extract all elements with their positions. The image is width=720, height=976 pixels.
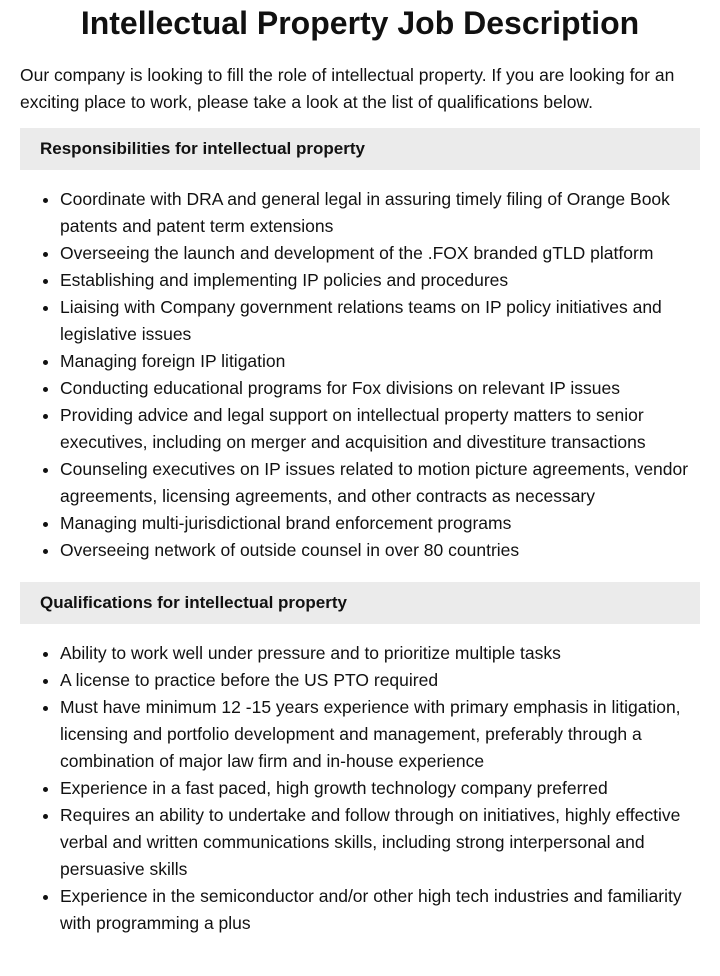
list-item: • Managing multi-jurisdictional brand enforcement programs (60, 510, 700, 537)
list-item: • Liaising with Company government relations teams on IP policy initiatives and legislative issues (60, 294, 700, 348)
list-item: • Overseeing the launch and development of the .FOX branded gTLD platform (60, 240, 700, 267)
list-item: • Counseling executives on IP issues related to motion picture agreements, vendor agreements, licensing agreements, and other contracts as necessary (60, 456, 700, 510)
qualifications-list (20, 640, 700, 937)
list-item: • Experience in the semiconductor and/or other high tech industries and familiarity with programming a plus (60, 883, 700, 937)
section-heading: Responsibilities for intellectual property (20, 128, 700, 170)
list-item: • A license to practice before the US PTO required (60, 667, 700, 694)
list-item: • Overseeing network of outside counsel in over 80 countries (60, 537, 700, 564)
list-item: • Coordinate with DRA and general legal in assuring timely filing of Orange Book patents and patent term extensions (60, 186, 700, 240)
list-item: • Ability to work well under pressure and to prioritize multiple tasks (60, 640, 700, 667)
list-item: • Establishing and implementing IP policies and procedures (60, 267, 700, 294)
page-title: Intellectual Property Job Description (80, 5, 640, 41)
intro-text: Our company is looking to fill the role of intellectual property. If you are looking for an exciting place to work, please take a look at the list of qualifications below. (20, 65, 675, 112)
list-item: • Providing advice and legal support on intellectual property matters to senior executives, including on merger and acquisition and divestiture transactions (60, 402, 700, 456)
list-item: • Requires an ability to undertake and follow through on initiatives, highly effective verbal and written communications skills, including strong interpersonal and persuasive skills (60, 802, 700, 883)
list-item: • Managing foreign IP litigation (60, 348, 700, 375)
responsibilities-section (0, 128, 720, 564)
list-item: • Must have minimum 12 -15 years experience with primary emphasis in litigation, licensing and portfolio development and management, preferably through a combination of major law firm and in-house experience (60, 694, 700, 775)
qualifications-section (0, 582, 720, 937)
responsibilities-list (20, 186, 700, 564)
list-item: • Conducting educational programs for Fox divisions on relevant IP issues (60, 375, 700, 402)
list-item: • Experience in a fast paced, high growth technology company preferred (60, 775, 700, 802)
section-heading: Qualifications for intellectual property (20, 582, 700, 624)
